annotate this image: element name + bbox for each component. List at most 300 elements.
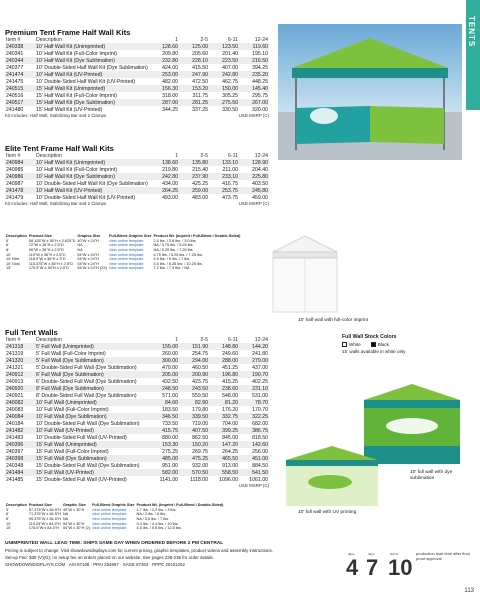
table-cell: 10' Half Wall Kit (Dye Sublimation): [35, 173, 149, 180]
table-row: [5, 406, 269, 413]
premium-title: Premium Tent Frame Half Wall Kits: [5, 28, 131, 37]
half-wall-tent-photo: [278, 24, 462, 160]
table-cell: 40"W x 24"H: [77, 238, 99, 243]
table-row: [5, 357, 269, 364]
table-cell: 275.25: [162, 448, 178, 455]
table-cell: 267.00: [239, 99, 269, 106]
lead-note: production lead time after final proof approval: [416, 551, 470, 561]
column-header: 12-24: [254, 153, 268, 159]
table-cell: 1061.00: [249, 476, 268, 483]
table-row: [5, 455, 269, 462]
table-cell: 240985: [6, 166, 24, 173]
full-walls-section: [5, 328, 269, 489]
table-cell: 240912: [5, 371, 35, 378]
table-cell: 153.20: [179, 85, 209, 92]
lead-days-1: 4: [346, 555, 359, 580]
table-cell: 531.00: [252, 392, 268, 399]
table-cell: 884.50: [252, 462, 268, 469]
table-cell: 209.80: [162, 50, 178, 57]
table-row: [5, 50, 269, 57]
lead-days-2: 7: [366, 555, 379, 580]
table-cell: 407.00: [222, 64, 238, 71]
table-cell: 423.75: [192, 378, 208, 385]
table-row: [5, 448, 269, 455]
table-cell: 225.80: [239, 173, 269, 180]
pricing-note: Pricing is subject to change. Visit showdowndisplays.com for current pricing, graphic templates, product videos and assembly instructions.: [5, 548, 273, 553]
table-cell: 170.70: [252, 406, 268, 413]
table-cell: 287.00: [149, 99, 179, 106]
table-cell: 15' Half Wall Kit (Unimprinted): [35, 85, 149, 92]
table-cell: 10' Half Wall Kit (Dye Sublimation): [35, 57, 149, 64]
bottom-notes: [5, 541, 335, 569]
table-cell: 245.80: [239, 187, 269, 194]
table-cell[interactable]: view online template: [92, 526, 127, 531]
section-tab: [466, 0, 480, 110]
column-header: Description: [6, 503, 27, 508]
table-cell: 462.75: [222, 78, 238, 85]
lead-days-3: 10: [388, 555, 413, 580]
table-cell: 733.50: [162, 420, 178, 427]
table-row: [5, 187, 269, 194]
table-cell: 241318: [5, 343, 35, 350]
table-cell: 5' Double-Sided Full Wall (Dye Sublimation): [36, 364, 137, 371]
table-cell: 211.00: [222, 166, 238, 173]
table-cell: 493.00: [162, 194, 178, 201]
column-header: Description: [36, 337, 62, 343]
table-cell: 190.70: [239, 371, 269, 378]
table-cell: 470.00: [162, 364, 178, 371]
table-cell: 10' Full Wall (Dye Sublimation): [35, 413, 149, 420]
table-row: [5, 469, 269, 476]
table-cell: 424.00: [162, 64, 178, 71]
table-cell: 15' Half Wall Kit (Dye Sublimation): [35, 99, 149, 106]
table-cell: 179.80: [192, 406, 208, 413]
table-cell: 482.00: [162, 78, 178, 85]
table-cell: 281.25: [179, 99, 209, 106]
table-cell: 403.50: [252, 180, 268, 187]
table-cell: 15' Double-Sided Full Wall (Dye Sublimation): [36, 462, 140, 469]
table-cell[interactable]: view online template: [109, 243, 144, 248]
table-cell: 240516: [6, 92, 24, 99]
table-cell: 153.30: [149, 441, 179, 448]
table-cell: 254.75: [192, 350, 208, 357]
table-cell: 241475: [6, 78, 24, 85]
table-cell: 475.25: [179, 455, 209, 462]
table-cell: 115.375"W x 36"H x 2.5"D: [28, 261, 73, 266]
table-cell: 95.375"W x 84.5"H: [28, 517, 61, 522]
table-cell: 135.80: [179, 159, 209, 166]
table-cell: 5' Full Wall (Unimprinted): [35, 343, 149, 350]
table-cell: 240341: [6, 50, 24, 57]
column-header: 2-5: [200, 37, 208, 43]
table-cell: 205.00: [149, 371, 179, 378]
table-cell: 10' Double-Sided Full Wall (Dye Sublimation): [36, 420, 140, 427]
column-header: Item #: [6, 153, 21, 159]
table-row: [5, 180, 269, 187]
table-cell: 559.50: [192, 392, 208, 399]
table-cell: 571.00: [162, 392, 178, 399]
table-cell: 144.20: [239, 343, 269, 350]
table-cell: 1141.00: [159, 476, 178, 483]
table-cell: 223.50: [209, 57, 239, 64]
table-header-row: [5, 503, 224, 508]
table-cell: 240084: [5, 413, 35, 420]
table-cell: 7.2 lbs. / 7.9 lbs. / NA: [153, 266, 190, 271]
table-cell: 311.75: [192, 92, 208, 99]
column-header: 6-11: [228, 37, 238, 43]
table-cell[interactable]: view online template: [109, 252, 144, 257]
table-cell: 119.60: [239, 43, 269, 50]
table-cell: 451.25: [222, 364, 238, 371]
table-row: [5, 371, 269, 378]
tent-illustration: [278, 24, 462, 160]
table-cell: 240397: [6, 448, 24, 455]
table-cell: 880.00: [162, 434, 178, 441]
table-cell: 81.20: [209, 399, 239, 406]
tab-label: TENTS: [467, 16, 476, 48]
table-cell: 240082: [5, 399, 35, 406]
table-row: [5, 462, 269, 469]
table-cell: 54"W x 24"H (2X): [77, 266, 108, 271]
table-cell: NA / 3 lbs. / 6 lbs.: [136, 512, 167, 517]
table-cell: 425.25: [192, 180, 208, 187]
table-cell: 204.40: [252, 166, 268, 173]
column-header: Description: [6, 234, 27, 239]
table-cell: 15' Half Wall Kit (Full-Color Imprint): [36, 92, 117, 99]
table-cell: 344.25: [162, 106, 178, 113]
table-cell: NA / 3.75 lbs. / 5.25 lbs.: [153, 243, 194, 248]
uv-caption: 10' full wall with UV printing: [298, 510, 357, 515]
uv-tent-photo: [280, 444, 384, 508]
table-cell: 682.00: [252, 420, 268, 427]
table-cell: 932.00: [192, 462, 208, 469]
table-cell: 10' Double-Sided Half Wall Kit (UV-Printed): [36, 78, 136, 85]
column-header: Product Size: [28, 234, 52, 239]
table-cell: 58.125"W x 36"H x 2.625"D: [28, 238, 76, 243]
table-cell: 2.4 lbs. / 2.6 lbs. / 3.0 lbs.: [153, 238, 197, 243]
table-cell: 240921: [6, 392, 24, 399]
table-cell: 228.10: [179, 57, 209, 64]
column-header: 2-5: [200, 153, 208, 159]
table-row: [5, 385, 269, 392]
column-header: 6-11: [228, 153, 238, 159]
column-header: Full-Bleed Graphic Size: [109, 234, 152, 239]
table-cell: 346.50: [149, 413, 179, 420]
table-row: [5, 392, 269, 399]
table-cell: 233.10: [209, 173, 239, 180]
table-cell: 339.50: [179, 413, 209, 420]
table-row: [5, 526, 224, 531]
table-cell: 176.5"W x 84.5"H: [28, 526, 59, 531]
column-header: Product Size: [28, 503, 52, 508]
table-cell: 305.25: [222, 92, 238, 99]
column-header: 6-11: [228, 337, 238, 343]
table-cell: 434.00: [162, 180, 178, 187]
table-cell: 241.80: [252, 350, 268, 357]
column-header: 12-24: [254, 37, 268, 43]
table-cell: 15' Full Wall (Dye Sublimation): [35, 455, 149, 462]
table-cell: 138.60: [149, 159, 179, 166]
black-option: Black: [371, 342, 389, 347]
table-cell: 10' Half Wall Kit (Full-Color Imprint): [36, 50, 117, 57]
white-swatch-icon: [342, 342, 347, 347]
table-cell: NA / 5.25 lbs. / 7.25 lbs.: [153, 248, 194, 253]
table-cell[interactable]: view online template: [92, 517, 127, 522]
table-cell: 241480: [6, 106, 24, 113]
table-cell: 216.50: [239, 57, 269, 64]
table-cell: 10' Double-Sided Full Wall (UV-Printed): [36, 434, 127, 441]
table-row: [5, 378, 269, 385]
table-cell: 459.00: [252, 194, 268, 201]
table-cell: 15' Full Wall (Unimprinted): [35, 441, 149, 448]
table-cell: 415.50: [192, 64, 208, 71]
table-cell: 10' Octo: [6, 261, 21, 266]
table-cell: 260.00: [162, 350, 178, 357]
full-walls-price-table: [5, 337, 269, 483]
table-cell: 237.90: [179, 173, 209, 180]
table-cell: 145.40: [239, 85, 269, 92]
table-cell: 402.25: [252, 378, 268, 385]
table-cell: 10' Half Wall Kit (Full-Color Imprint): [36, 166, 117, 173]
table-row: [5, 350, 269, 357]
table-cell: 394.25: [252, 64, 268, 71]
column-header: Product Wt. (Imprint / Full-Bleed / Double-Sided): [153, 234, 241, 239]
elite-price-table: [5, 153, 269, 201]
table-cell: 704.00: [222, 420, 238, 427]
table-cell: 5': [6, 507, 9, 512]
table-cell: 241483: [6, 434, 24, 441]
table-cell: 10' Double-Sided Half Wall Kit (UV-Printed): [36, 194, 136, 201]
full-walls-title: Full Tent Walls: [5, 328, 58, 337]
table-cell: 240920: [5, 385, 35, 392]
table-cell: 235.20: [239, 71, 269, 78]
table-cell: 96"W x 36"H x 2.5"D: [28, 248, 64, 253]
table-cell: 10': [6, 252, 11, 257]
table-row: [5, 266, 241, 271]
table-cell: 240083: [6, 406, 24, 413]
table-cell: 1118.00: [190, 476, 208, 483]
column-header: Description: [36, 153, 62, 159]
table-cell: 8': [6, 517, 9, 522]
table-cell: 451.00: [239, 455, 269, 462]
table-cell: 231.10: [239, 385, 269, 392]
table-cell: 238.60: [209, 385, 239, 392]
table-row: [5, 173, 269, 180]
table-row: [5, 166, 269, 173]
table-cell: 4.75 lbs. / 5.25 lbs. / 7.25 lbs.: [153, 252, 203, 257]
table-cell: 332.75: [209, 413, 239, 420]
table-cell: 318.00: [162, 92, 178, 99]
full-wall-spec: [5, 503, 265, 531]
table-cell[interactable]: view online template: [92, 512, 127, 517]
table-cell: 156.30: [149, 85, 179, 92]
premium-section: [5, 28, 269, 119]
table-cell: 215.40: [192, 166, 208, 173]
table-cell: 1096.00: [219, 476, 238, 483]
table-cell: 10' Half Wall Kit (Unimprinted): [35, 159, 149, 166]
table-cell: 5': [6, 238, 9, 243]
column-header: 1: [175, 37, 178, 43]
table-cell: 150.00: [209, 85, 239, 92]
table-cell: 415.75: [149, 427, 179, 434]
table-cell: 142.60: [239, 441, 269, 448]
table-row: [5, 343, 269, 350]
table-cell: 84.60: [149, 399, 179, 406]
table-cell: 241482: [5, 427, 35, 434]
table-cell: 253.75: [209, 187, 239, 194]
column-header: Description: [36, 37, 62, 43]
lead-time-note: UNIMPRINTED WALL LEAD TIME: SHIPS SAME DAY WHEN ORDERED BEFORE 2 PM CENTRAL: [5, 541, 224, 546]
table-cell: 386.75: [239, 427, 269, 434]
table-cell: 483.00: [192, 194, 208, 201]
table-cell: 241474: [5, 71, 35, 78]
table-cell: 264.25: [149, 187, 179, 194]
table-cell: 10': [6, 521, 11, 526]
company-line: SHOWDOWNDISPLAYS.COM · ASI 87108 · PPAI 254667 · SAGE 67263 · PPPC 20101202: [5, 562, 185, 567]
table-cell: 82.90: [179, 399, 209, 406]
table-cell: 432.50: [162, 378, 178, 385]
premium-price-table: [5, 37, 269, 113]
elite-section: [5, 144, 269, 207]
table-cell: 248.50: [149, 385, 179, 392]
table-row: [5, 43, 269, 50]
table-cell: 845.00: [222, 434, 238, 441]
table-row: [5, 85, 269, 92]
table-cell: 15' Full Wall (UV-Printed): [35, 469, 149, 476]
table-cell[interactable]: view online template: [109, 238, 144, 243]
column-header: 12-24: [254, 337, 268, 343]
table-cell: NA: [62, 517, 69, 522]
table-cell: 300.00: [149, 357, 179, 364]
table-cell: 10' Full Wall (UV-Printed): [35, 427, 149, 434]
table-cell[interactable]: view online template: [92, 507, 127, 512]
table-cell: 15': [6, 266, 11, 271]
white-tent-photo: [265, 232, 345, 318]
table-cell: 128.90: [239, 159, 269, 166]
table-cell: 10' Double-Sided Half Wall Kit (Dye Sublimation): [36, 180, 148, 187]
table-row: [5, 420, 269, 427]
column-header: Graphic Size: [77, 234, 101, 239]
table-header-row: [5, 234, 241, 239]
table-cell: 128.60: [149, 43, 179, 50]
lead-time-badges: [346, 548, 474, 588]
table-cell: 862.50: [192, 434, 208, 441]
table-cell: 241321: [6, 364, 24, 371]
table-cell: 242.80: [149, 173, 179, 180]
table-cell: 240184: [6, 420, 24, 427]
black-swatch-icon: [371, 342, 376, 347]
table-cell: 253.00: [149, 71, 179, 78]
table-cell: 275.50: [209, 99, 239, 106]
table-row: [5, 57, 269, 64]
table-row: [5, 106, 269, 113]
table-cell: 183.50: [162, 406, 178, 413]
elite-title: Elite Tent Frame Half Wall Kits: [5, 144, 114, 153]
setup-fee-note: Set-up Fee: $30 (V)(G); no setup fee on orders placed on our website. See pages 238-239 for order details.: [5, 555, 214, 560]
column-header: Full-Bleed Graphic Size: [92, 503, 135, 508]
table-cell: 10' Half Wall Kit (UV-Printed): [35, 187, 149, 194]
table-cell: NA: [77, 243, 83, 248]
table-cell: 123.50: [209, 43, 239, 50]
table-cell: 241479: [6, 194, 24, 201]
table-cell: 119"W x 36"H x 2.5"D: [28, 252, 66, 257]
table-cell: 133.10: [209, 159, 239, 166]
table-cell: 6' Full Wall (Dye Sublimation): [35, 371, 149, 378]
table-cell: NA / 3.5 lbs. / 7 lbs.: [136, 517, 170, 522]
table-cell: 473.75: [222, 194, 238, 201]
table-cell: 195.10: [252, 50, 268, 57]
column-header: 1: [175, 337, 178, 343]
table-cell: 241484: [5, 469, 35, 476]
table-cell: 407.50: [179, 427, 209, 434]
table-cell: 15' Double-Sided Full Wall (UV-Printed): [36, 476, 127, 483]
stock-colors-title: Full Wall Stock Colors: [342, 334, 397, 340]
page-number: 113: [464, 588, 474, 594]
column-header: Item #: [6, 337, 21, 343]
table-cell: 119.25"W x 84.5"H: [28, 521, 61, 526]
table-cell: 54"W x 24"H: [77, 257, 99, 262]
table-cell: 240987: [6, 180, 24, 187]
table-cell: 54"W x 24"H: [77, 261, 99, 266]
table-cell: 200.90: [179, 371, 209, 378]
table-cell: 3.4 lbs. / 4.4 lbs. / 10 lbs.: [136, 521, 179, 526]
table-cell: 570.50: [179, 469, 209, 476]
table-cell: 57.375"W x 84.5"H: [28, 507, 61, 512]
table-cell: 205.60: [192, 50, 208, 57]
half-wall-spec: [5, 234, 265, 271]
table-cell: 10' Half Wall Kit (UV-Printed): [35, 71, 149, 78]
elite-footnote: Kit includes: Half Wall, Stabilizing Bar and 2 Clamps USD MSRP (C): [5, 201, 269, 206]
table-cell: 558.50: [209, 469, 239, 476]
table-cell: 4.5 lbs. / 5.5 lbs. / 12.5 lbs.: [136, 526, 182, 531]
table-cell: 10' Double-Sided Half Wall Kit (Dye Sublimation): [36, 64, 148, 71]
table-row: [5, 71, 269, 78]
table-cell: 147.20: [209, 441, 239, 448]
table-cell: 118.5"W x 36"H x 3"D: [28, 257, 66, 262]
table-cell: 8' Full Wall (Dye Sublimation): [35, 385, 149, 392]
table-cell[interactable]: view online template: [109, 266, 144, 271]
column-header: 2-5: [200, 337, 208, 343]
table-cell[interactable]: view online template: [109, 257, 144, 262]
table-cell[interactable]: view online template: [92, 521, 127, 526]
table-cell: 5' Full Wall (Dye Sublimation): [35, 357, 149, 364]
table-cell: 465.50: [209, 455, 239, 462]
table-cell: 913.00: [222, 462, 238, 469]
table-cell: 472.50: [192, 78, 208, 85]
premium-footnote: Kit includes: Half Wall, Stabilizing Bar and 2 Clamps USD MSRP (C): [5, 113, 269, 118]
table-cell: 240515: [5, 85, 35, 92]
table-cell[interactable]: view online template: [109, 261, 144, 266]
table-cell: 155.00: [149, 343, 179, 350]
table-cell[interactable]: view online template: [109, 248, 144, 253]
table-cell: 151.90: [179, 343, 209, 350]
table-cell: 437.00: [252, 364, 268, 371]
table-cell: 54"W x 24"H: [77, 252, 99, 257]
table-cell: 10' Full Wall (Unimprinted): [35, 399, 149, 406]
table-cell: 288.00: [209, 357, 239, 364]
table-cell: 719.00: [192, 420, 208, 427]
table-cell: 15': [6, 526, 11, 531]
table-cell: 176.20: [222, 406, 238, 413]
table-row: [5, 194, 269, 201]
lead-label-2: days: [368, 552, 375, 556]
table-cell: 951.00: [162, 462, 178, 469]
table-cell: 242.80: [209, 71, 239, 78]
table-cell: 240348: [6, 462, 24, 469]
table-cell: 330.50: [222, 106, 238, 113]
column-header: Graphic Size: [62, 503, 86, 508]
table-cell: 249.60: [222, 350, 238, 357]
